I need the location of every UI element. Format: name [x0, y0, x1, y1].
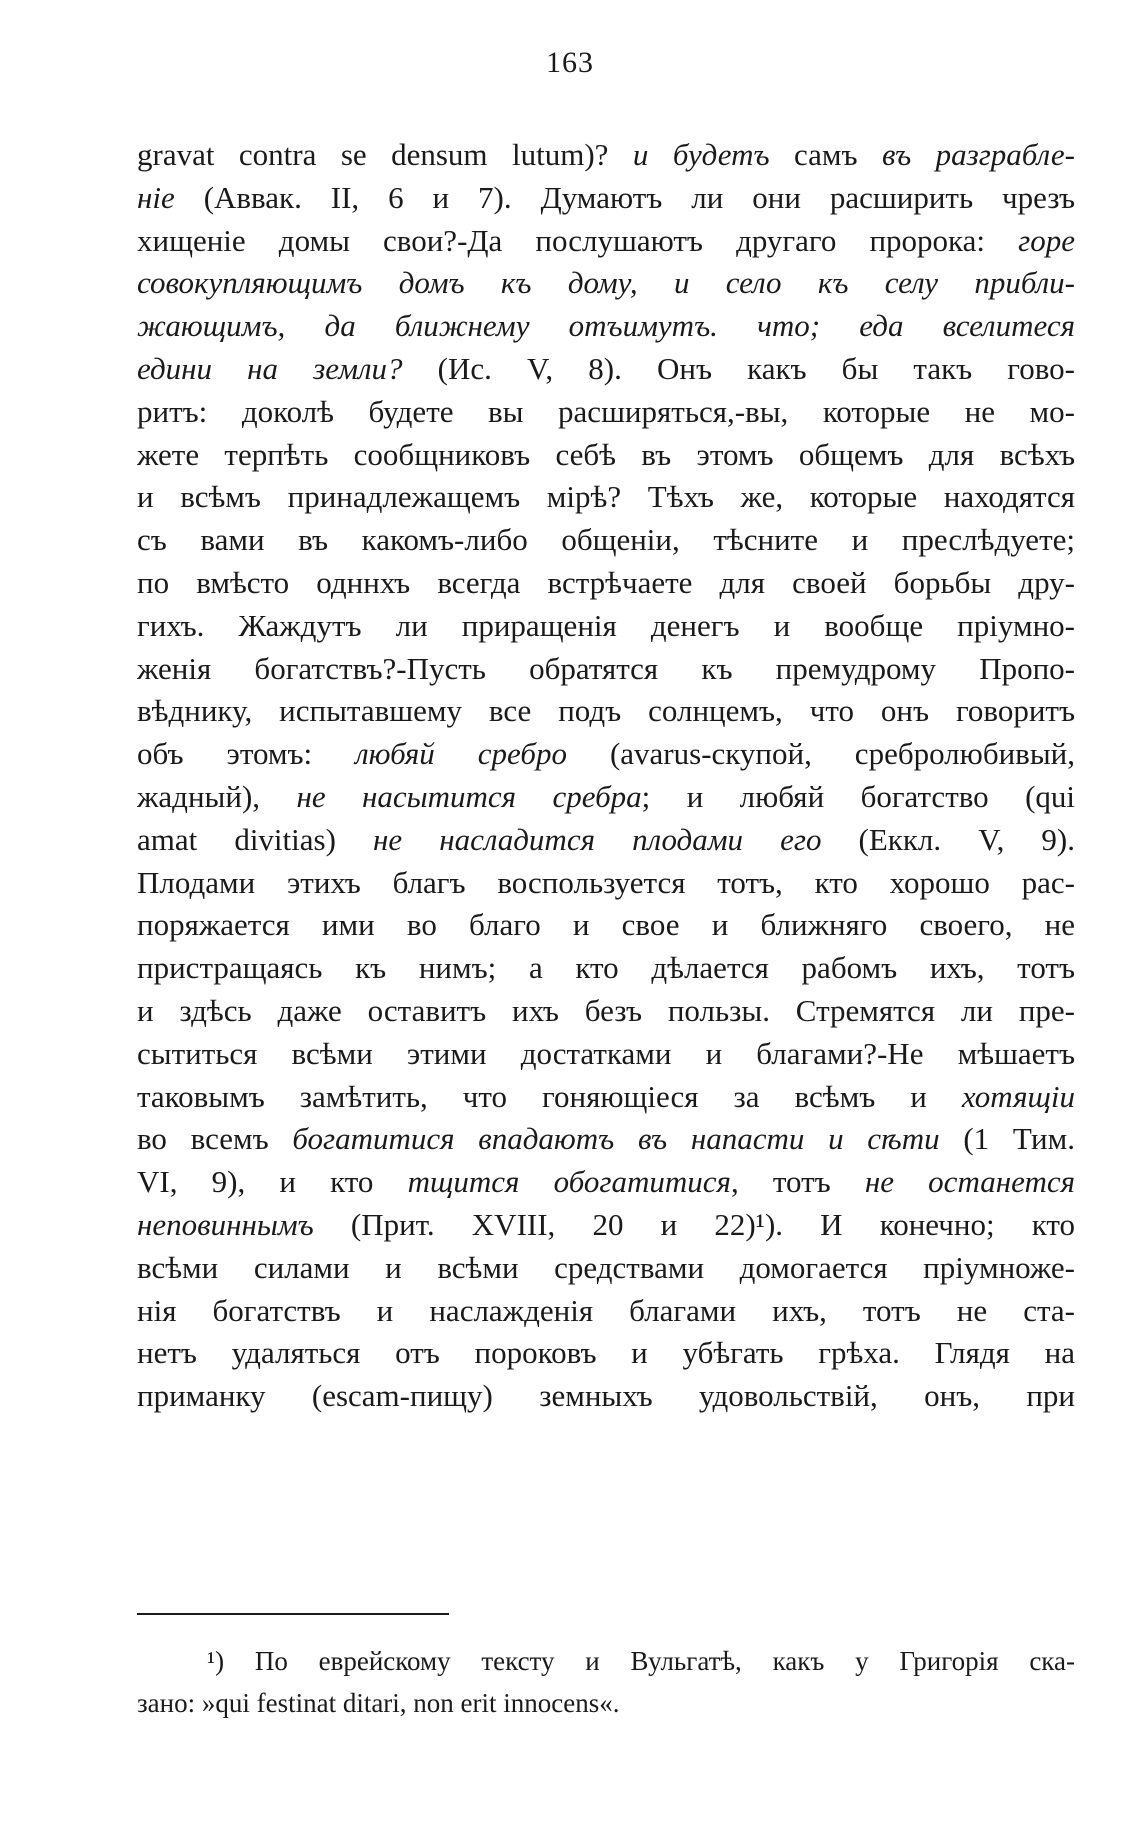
text-run: (Ис. V, 8). Онъ какъ бы такъ гово-: [402, 350, 1075, 386]
text-run: объ этомъ:: [137, 736, 356, 772]
text-run: по вмѣсто одннхъ всегда встрѣчаете для своей борьбы дру-: [137, 564, 1075, 600]
text-line: [137, 1118, 1075, 1161]
text-run: (Еккл. V, 9).: [821, 821, 1075, 857]
text-line: [137, 733, 1075, 776]
text-line: [137, 862, 1075, 905]
italic-quote: не насладится плодами его: [373, 821, 822, 857]
italic-quote: любяй сребро: [355, 736, 567, 772]
text-run: поряжается ими во благо и свое и ближняго своего, не: [137, 907, 1075, 943]
italic-quote: жающимъ, да ближнему отъимутъ. что; еда вселитеся: [137, 308, 1075, 344]
text-line: [137, 1290, 1075, 1333]
text-line: [137, 904, 1075, 947]
text-run: во всемъ: [137, 1121, 293, 1157]
text-line: [137, 1375, 1075, 1418]
text-run: женія богатствъ?-Пусть обратятся къ премудрому Пропо-: [137, 650, 1075, 686]
text-run: нетъ удаляться отъ пороковъ и убѣгать грѣха. Глядя на: [137, 1335, 1075, 1371]
text-run: ; и любяй богатство (qui: [641, 778, 1075, 814]
text-line: [137, 1033, 1075, 1076]
text-run: Плодами этихъ благъ воспользуется тотъ, кто хорошо рас-: [137, 864, 1075, 900]
text-line: [137, 1076, 1075, 1119]
text-line: [137, 690, 1075, 733]
italic-quote: тщится обогатитися: [407, 1164, 731, 1200]
text-line: [137, 476, 1075, 519]
text-run: , тотъ: [730, 1164, 865, 1200]
text-run: жадный),: [137, 778, 297, 814]
text-run: гихъ. Жаждутъ ли приращенія денегъ и вообще пріумно-: [137, 607, 1075, 643]
italic-quote: неповиннымъ: [137, 1206, 314, 1242]
text-line: [137, 1247, 1075, 1290]
text-line: [137, 562, 1075, 605]
footnote-line: зано: »qui festinat ditari, non erit innocens«.: [137, 1688, 620, 1718]
text-run: приманку (escam-пищу) земныхъ удовольствій, онъ, при: [137, 1378, 1075, 1414]
italic-quote: совокупляющимъ домъ къ дому, и село къ селу прибли-: [137, 265, 1075, 301]
text-line: [137, 348, 1075, 391]
text-line: [137, 262, 1075, 305]
footnote: [137, 1640, 1075, 1724]
text-run: и здѣсь даже оставитъ ихъ безъ пользы. Стремятся ли пре-: [137, 992, 1075, 1028]
text-line: [137, 220, 1075, 263]
text-line: [137, 605, 1075, 648]
text-line: [137, 1332, 1075, 1375]
text-run: gravat contra se densum lutum)?: [137, 137, 633, 172]
main-text: [137, 134, 1075, 1418]
text-run: всѣми силами и всѣми средствами домогается пріумноже-: [137, 1249, 1075, 1285]
text-line: [137, 648, 1075, 691]
italic-quote: въ разграбле-: [882, 137, 1075, 172]
text-run: пристращаясь къ нимъ; а кто дѣлается рабомъ ихъ, тотъ: [137, 950, 1075, 986]
italic-quote: хотящіи: [961, 1078, 1075, 1114]
text-run: съ вами въ какомъ-либо общеніи, тѣсните и преслѣдуете;: [137, 522, 1075, 558]
text-line: [137, 434, 1075, 477]
footnote-line: ¹) По еврейскому тексту и Вульгатѣ, какъ у Григорія ска-: [207, 1646, 1075, 1676]
text-run: (avarus-скупой, сребролюбивый,: [566, 736, 1075, 772]
text-run: amat divitias): [137, 821, 373, 857]
text-run: нія богатствъ и наслажденія благами ихъ, тотъ не ста-: [137, 1292, 1075, 1328]
text-run: сытиться всѣми этими достатками и благами?-Не мѣшаетъ: [137, 1035, 1075, 1071]
text-line: [137, 819, 1075, 862]
footnote-rule: [137, 1613, 449, 1615]
text-line: [137, 177, 1075, 220]
italic-quote: ніе: [137, 179, 175, 215]
text-line: [137, 134, 1075, 177]
text-line: [137, 1204, 1075, 1247]
text-line: [137, 947, 1075, 990]
text-run: и всѣмъ принадлежащемъ мірѣ? Тѣхъ же, которые находятся: [137, 479, 1075, 515]
text-line: [137, 1161, 1075, 1204]
text-line: [137, 519, 1075, 562]
italic-quote: богатитися впадаютъ въ напасти и сѣти: [292, 1121, 940, 1157]
text-run: ритъ: доколѣ будете вы расширяться,-вы, которые не мо-: [137, 393, 1075, 429]
italic-quote: горе: [1018, 222, 1075, 258]
text-run: вѣднику, испытавшему все подъ солнцемъ, что онъ говоритъ: [137, 693, 1075, 729]
italic-quote: не останется: [864, 1164, 1075, 1200]
text-line: [137, 391, 1075, 434]
italic-quote: не насытится сребра: [296, 778, 642, 814]
italic-quote: едини на земли?: [137, 350, 403, 386]
text-run: (Аввак. II, 6 и 7). Думаютъ ли они расширить чрезъ: [174, 179, 1075, 215]
italic-quote: и будетъ: [632, 137, 770, 172]
text-run: VI, 9), и кто: [137, 1164, 408, 1200]
text-run: таковымъ замѣтить, что гоняющіеся за всѣмъ и: [137, 1078, 962, 1114]
text-line: [137, 305, 1075, 348]
text-run: жете терпѣть сообщниковъ себѣ въ этомъ общемъ для всѣхъ: [137, 436, 1075, 472]
text-run: (Прит. XVIII, 20 и 22)¹). И конечно; кто: [313, 1206, 1075, 1242]
text-line: [137, 776, 1075, 819]
text-run: хищеніе домы свои?-Да послушаютъ другаго пророка:: [137, 222, 1019, 258]
text-line: [137, 990, 1075, 1033]
text-run: (1 Тим.: [939, 1121, 1075, 1157]
text-run: самъ: [769, 137, 883, 172]
page-number: 163: [546, 46, 594, 79]
